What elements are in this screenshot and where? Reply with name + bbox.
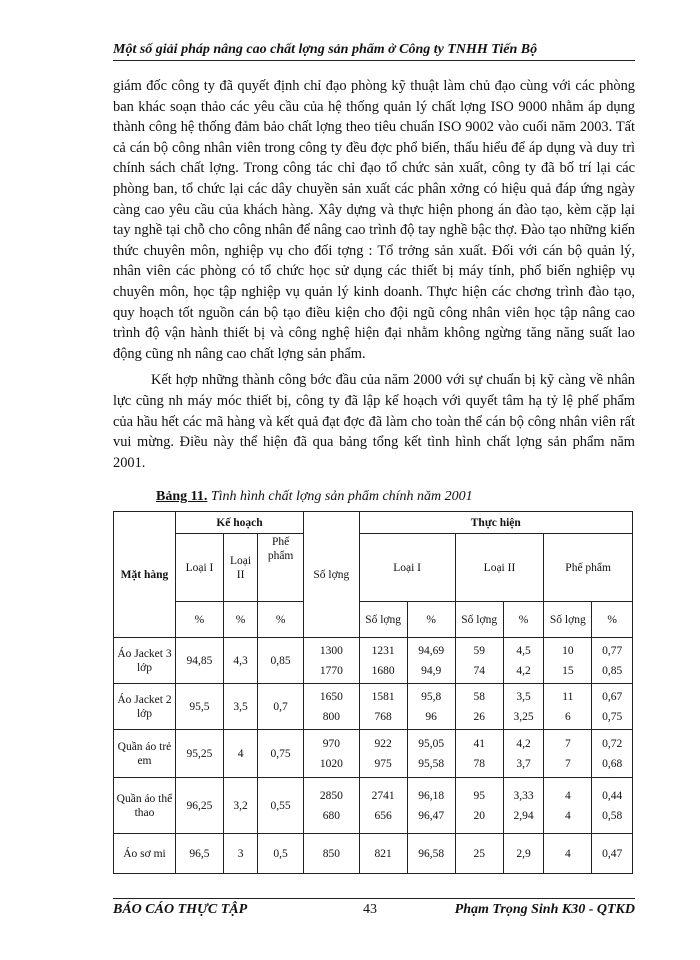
cell-qty [304,730,360,778]
cell-loai1-qty-value: 2741 [371,789,395,802]
cell-phepham-qty-value: 4 [564,789,571,802]
cell-plan-phepham: 0,7 [258,684,304,730]
cell-loai2-qty-value: 25 [473,847,485,860]
cell-qty-value: 2850 [319,789,343,802]
table-row [114,778,633,834]
cell-loai2-qty [455,638,503,684]
cell-phepham-pct [592,638,633,684]
table-caption-title: Tình hình chất lợng sản phẩm chính năm 2001 [207,489,473,504]
cell-plan-loai2: 3 [223,834,257,874]
cell-loai2-pct [503,778,544,834]
cell-loai1-pct-value: 96,18 [418,789,445,802]
cell-loai1-qty-value: 1680 [371,664,395,677]
cell-item: Áo Jacket 2 lớp [114,684,176,730]
cell-qty [304,684,360,730]
cell-loai1-pct-value: 94,9 [421,664,442,677]
cell-loai1-pct [407,638,455,684]
cell-phepham-qty [544,638,592,684]
unit-header: % [503,602,544,638]
unit-header: % [258,602,304,638]
cell-loai2-pct [503,834,544,874]
actual-group-label: Loại I [359,534,455,602]
cell-phepham-qty-value: 7 [564,737,571,750]
cell-plan-loai1: 96,5 [175,834,223,874]
cell-phepham-pct-value: 0,72 [602,737,623,750]
cell-phepham-qty [544,834,592,874]
cell-plan-loai2: 4 [223,730,257,778]
table-caption-label: Bảng 11. [156,489,208,504]
cell-phepham-pct [592,834,633,874]
cell-loai1-qty [359,834,407,874]
cell-loai2-pct-value: 3,7 [516,757,531,770]
cell-plan-phepham: 0,5 [258,834,304,874]
cell-phepham-qty [544,778,592,834]
cell-loai1-qty [359,778,407,834]
plan-col-header: Loại II [223,534,257,602]
cell-loai2-qty-value: 26 [473,710,485,723]
cell-loai2-pct-value: 4,2 [516,664,531,677]
cell-loai1-pct-value: 95,8 [421,690,442,703]
cell-phepham-qty-value: 7 [564,757,571,770]
paragraph: Kết hợp những thành công bớc đầu của năm 2000 với sự chuẩn bị kỹ càng về nhân lực cũng nh máy móc thiết bị, công ty đã lập kế hoạch với quyết tâm hạ tỷ lệ phế phẩm của hầu hết các mã hàng và kết quả đạt đợc đã làm cho toàn thể cán bộ công nhân viên rất vui mừng. Điều này thể hiện đã qua bảng tổng kết tình hình chất lợng sản phẩm năm 2001. [113,372,635,471]
table-row [114,834,633,874]
cell-loai2-qty-value: 95 [473,789,485,802]
cell-loai2-pct-value: 3,33 [513,789,534,802]
cell-plan-loai1: 95,25 [175,730,223,778]
unit-header: % [175,602,223,638]
cell-qty-value: 1650 [319,690,343,703]
col-item-header: Mặt hàng [114,512,176,638]
cell-loai1-qty-value: 975 [374,757,392,770]
cell-loai2-qty-value: 41 [473,737,485,750]
sub-qty-header: Số lợng [455,602,503,638]
cell-phepham-qty-value: 6 [564,710,571,723]
cell-loai2-pct-value: 3,25 [513,710,534,723]
cell-plan-loai2: 3,5 [223,684,257,730]
cell-qty-value: 680 [322,809,340,822]
cell-phepham-qty-value: 4 [564,809,571,822]
quality-table [113,511,633,874]
cell-item: Áo sơ mi [114,834,176,874]
cell-loai1-qty-value: 1231 [371,644,395,657]
cell-qty-value: 1770 [319,664,343,677]
cell-loai1-qty-value: 1581 [371,690,395,703]
cell-loai2-pct-value: 2,94 [513,809,534,822]
cell-loai2-qty [455,684,503,730]
plan-col-header: Phế phẩm [258,534,304,602]
cell-loai1-pct-value: 94,69 [418,644,445,657]
cell-loai2-pct-value: 4,5 [516,644,531,657]
cell-plan-phepham: 0,85 [258,638,304,684]
cell-loai1-pct-value: 95,58 [418,757,445,770]
table-row [114,638,633,684]
cell-phepham-pct [592,730,633,778]
cell-item: Quần áo thể thao [114,778,176,834]
unit-header: % [407,602,455,638]
cell-loai1-qty-value: 922 [374,737,392,750]
cell-loai1-qty [359,730,407,778]
footer-author: Phạm Trọng Sinh K30 - QTKD [454,902,635,917]
body-text [113,76,635,473]
cell-phepham-pct-value: 0,68 [602,757,623,770]
cell-item: Quần áo trẻ em [114,730,176,778]
plan-col-header: Loại I [175,534,223,602]
actual-group-label: Phế phẩm [544,534,633,602]
cell-loai1-pct [407,684,455,730]
page-header: Một số giải pháp nâng cao chất lợng sản phẩm ở Công ty TNHH Tiến Bộ [113,40,635,61]
cell-loai1-pct [407,778,455,834]
cell-loai2-pct-value: 4,2 [516,737,531,750]
cell-qty [304,778,360,834]
cell-plan-phepham: 0,55 [258,778,304,834]
cell-loai2-qty-value: 58 [473,690,485,703]
cell-loai1-pct [407,834,455,874]
plan-group-header: Kế hoạch [175,512,303,534]
paragraph: giám đốc công ty đã quyết định chỉ đạo phòng kỹ thuật làm chủ đạo cùng với các phòng ban khác soạn thảo các yêu cầu của hệ thống quản lý chất lợng ISO 9000 nhằm áp dụng thành công hệ thống đảm bảo chất lợng theo tiêu chuẩn ISO 9002 vào cuối năm 2003. Tất cả cán bộ công nhân viên trong công ty đều đợc phổ biến, thấu hiểu để áp dụng và duy trì chính sách chất lợng. Trong công tác chỉ đạo tổ chức sản xuất, công ty đã bố trí lại các phòng ban, tổ chức lại các dây chuyền sản xuất các phân xởng có hiệu quả đáp ứng ngày càng cao yêu cầu của khách hàng. Xây dựng và thực hiện phong án đào tạo, kèm cặp lại tay nghề tại chỗ cho công nhân để nâng cao trình độ tay nghề bậc thợ. Đào tạo những kiến thức chuyên môn, nghiệp vụ cho đối tợng : Tổ trởng sản xuất. Đối với cán bộ quản lý, nhân viên các phòng có tổ chức học sử dụng các thiết bị máy tính, phổ biến nghiệp vụ chuyên môn, học tập nghiệp vụ quản lý kinh doanh. Thực hiện các chơng trình đào tạo, quy hoạch tốt nguồn cán bộ tạo điều kiện cho đội ngũ công nhân viên học tập nâng cao trình độ vận hành thiết bị và công nghệ hiện đại nhằm không ngừng tăng năng suất lao động cũng nh nâng cao chất lợng sản phẩm. [113,78,635,362]
cell-qty-value: 1020 [319,757,343,770]
sub-qty-header: Số lợng [544,602,592,638]
page-footer [113,898,635,921]
table-row [114,684,633,730]
cell-item: Áo Jacket 3 lớp [114,638,176,684]
cell-plan-loai1: 96,25 [175,778,223,834]
cell-phepham-qty [544,684,592,730]
cell-phepham-pct [592,684,633,730]
cell-phepham-pct-value: 0,85 [602,664,623,677]
cell-loai1-pct-value: 96,47 [418,809,445,822]
table-row [114,730,633,778]
cell-loai2-pct [503,684,544,730]
cell-loai2-pct-value: 2,9 [516,847,531,860]
cell-loai2-qty [455,834,503,874]
cell-loai1-qty [359,684,407,730]
cell-loai1-qty [359,638,407,684]
cell-loai1-pct-value: 96,58 [418,847,445,860]
page-number: 43 [363,902,377,917]
cell-loai2-pct [503,730,544,778]
sub-qty-header: Số lợng [359,602,407,638]
cell-loai1-pct [407,730,455,778]
cell-loai2-qty [455,778,503,834]
cell-plan-phepham: 0,75 [258,730,304,778]
cell-plan-loai2: 3,2 [223,778,257,834]
cell-qty-value: 850 [322,847,340,860]
cell-loai2-qty-value: 78 [473,757,485,770]
cell-loai2-qty-value: 20 [473,809,485,822]
actual-group-header: Thực hiện [359,512,632,534]
cell-phepham-pct-value: 0,47 [602,847,623,860]
cell-phepham-qty-value: 4 [564,847,571,860]
cell-phepham-qty-value: 15 [562,664,574,677]
unit-header: % [592,602,633,638]
unit-header: % [223,602,257,638]
cell-phepham-qty-value: 11 [562,690,574,703]
cell-loai1-pct-value: 96 [425,710,437,723]
cell-loai2-pct-value: 3,5 [516,690,531,703]
cell-phepham-pct-value: 0,75 [602,710,623,723]
cell-qty [304,834,360,874]
cell-phepham-pct-value: 0,77 [602,644,623,657]
cell-plan-loai1: 94,85 [175,638,223,684]
cell-qty-value: 1300 [319,644,343,657]
footer-report-title: BÁO CÁO THỰC TẬP [113,902,248,917]
cell-plan-loai2: 4,3 [223,638,257,684]
actual-group-label: Loại II [455,534,544,602]
cell-plan-loai1: 95,5 [175,684,223,730]
cell-loai1-qty-value: 821 [374,847,392,860]
cell-phepham-qty [544,730,592,778]
cell-phepham-pct-value: 0,67 [602,690,623,703]
cell-qty [304,638,360,684]
cell-phepham-pct-value: 0,58 [602,809,623,822]
cell-qty-value: 800 [322,710,340,723]
cell-loai1-qty-value: 768 [374,710,392,723]
col-qty-header: Số lợng [304,512,360,638]
cell-phepham-pct-value: 0,44 [602,789,623,802]
table-caption [156,489,473,505]
cell-phepham-pct [592,778,633,834]
cell-loai1-pct-value: 95,05 [418,737,445,750]
cell-qty-value: 970 [322,737,340,750]
cell-loai2-qty-value: 74 [473,664,485,677]
cell-loai1-qty-value: 656 [374,809,392,822]
cell-phepham-qty-value: 10 [562,644,574,657]
cell-loai2-qty [455,730,503,778]
cell-loai2-qty-value: 59 [473,644,485,657]
cell-loai2-pct [503,638,544,684]
